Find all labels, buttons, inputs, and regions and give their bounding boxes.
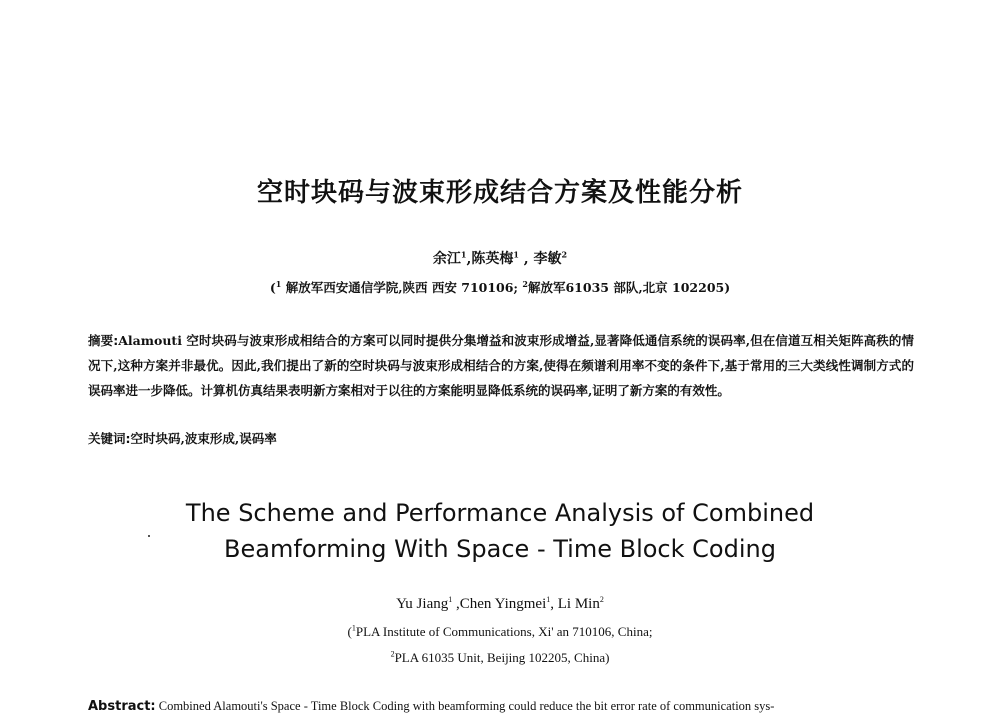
chinese-abstract — [88, 328, 914, 403]
affiliation-paren: ( — [347, 624, 352, 639]
affiliation-text: PLA Institute of Communications, Xi' an 710106, China; — [355, 624, 653, 639]
author-separator: , — [518, 251, 534, 267]
english-title-line: The Scheme and Performance Analysis of Combined — [185, 499, 815, 527]
keywords-text: 空时块码,波束形成,误码率 — [130, 431, 277, 446]
abstract-label: 摘要: — [88, 333, 119, 348]
author-superscript: 1 — [513, 249, 519, 260]
english-authors — [0, 596, 1000, 613]
author-name: 余江 — [432, 251, 461, 267]
author-name: Yu Jiang — [396, 596, 449, 612]
affiliation-text: PLA 61035 Unit, Beijing 102205, China) — [394, 650, 610, 665]
abstract-text: Alamouti 空时块码与波束形成相结合的方案可以同时提供分集增益和波束形成增益,显著降低通信系统的误码率,但在信道互相关矩阵高秩的情况下,这种方案并非最优。因此,我们提出了新的空时块码与波束形成相结合的方案,使得在频谱利用率不变的条件下,基于常用的三大类线性调制方式的误码率进一步降低。计算机仿真结果表明新方案相对于以往的方案能明显降低系统的误码率,证明了新方案的有效性。 — [88, 333, 915, 398]
affiliation-superscript: 1 — [275, 278, 282, 289]
chinese-authors — [0, 248, 1000, 268]
author-separator: , — [550, 596, 558, 612]
author-name: Li Min — [557, 596, 600, 612]
author-superscript: 1 — [546, 595, 551, 604]
english-affiliation-line-2 — [0, 650, 1000, 666]
english-title-line: Beamforming With Space - Time Block Coding — [224, 535, 776, 563]
affiliation-text: 解放军61035 部队,北京 102205) — [527, 280, 731, 295]
affiliation-superscript: 2 — [522, 278, 528, 289]
keywords-label: 关键词: — [88, 431, 131, 446]
affiliation-paren: ( — [269, 280, 276, 295]
affiliation-superscript: 1 — [351, 623, 356, 633]
author-separator: , — [452, 596, 460, 612]
chinese-title: 空时块码与波束形成结合方案及性能分析 — [256, 178, 743, 208]
affiliation-superscript: 2 — [390, 649, 395, 659]
abstract-label: Abstract: — [88, 699, 156, 714]
chinese-affiliation — [0, 278, 1000, 296]
abstract-text: Combined Alamouti's Space - Time Block Coding with beamforming could reduce the bit error rate of communication sys- — [155, 699, 775, 713]
author-name: Chen Yingmei — [459, 596, 547, 612]
author-superscript: 1 — [460, 249, 467, 260]
english-affiliation-line-1 — [0, 624, 1000, 640]
author-name: 陈英梅 — [471, 251, 514, 267]
author-superscript: 1 — [448, 595, 453, 604]
scan-speck — [148, 535, 150, 537]
author-name: 李敏 — [533, 251, 562, 267]
author-separator: , — [466, 251, 472, 267]
english-title — [0, 495, 1000, 567]
chinese-keywords — [88, 429, 277, 447]
affiliation-text: 解放军西安通信学院,陕西 西安 710106; — [281, 280, 523, 295]
author-superscript: 2 — [561, 249, 568, 260]
author-superscript: 2 — [599, 595, 604, 604]
